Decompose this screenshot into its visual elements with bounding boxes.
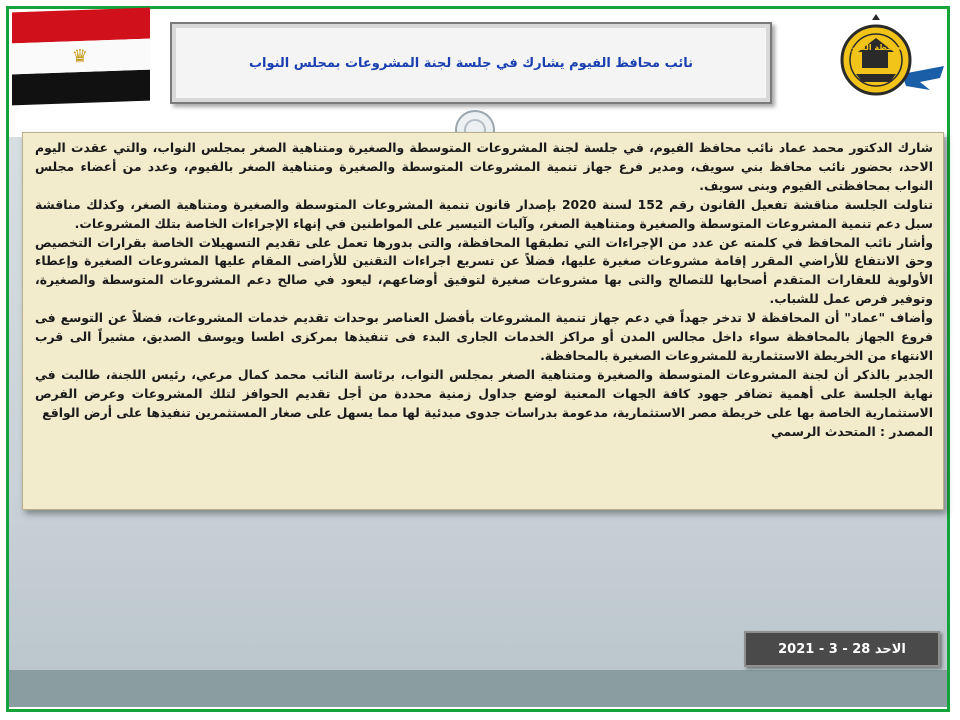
article-paragraph: تناولت الجلسة مناقشة تفعيل القانون رقم 152 لسنة 2020 بإصدار قانون تنمية المشروعات المتوسطة والصغيرة ومتناهية الصغر، وكذلك مناقشة سبل دعم تنمية المشروعات المتوسطة والصغيرة ومتناهية الصغر، وآليات التيسير على المواطنين في إنهاء الإجراءات الخاصة بتلك المشروعات.	[35, 196, 933, 231]
article-paragraph: شارك الدكتور محمد عماد نائب محافظ الفيوم، في جلسة لجنة المشروعات المتوسطة والصغيرة ومتناهية الصغر بمجلس النواب، والتي عقدت اليوم الاحد، بحضور نائب محافظ بني سويف، ومدير فرع جهاز تنمية المشروعات المتوسطة والصغيرة ومتناهية الصغر بالفيوم، وعدد من أعضاء مجلس النواب بمحافظتى الفيوم وبنى سويف.	[35, 140, 933, 193]
title-box	[170, 22, 772, 104]
egypt-flag-icon	[12, 8, 150, 105]
date-text: الاحد 28 - 3 - 2021	[778, 641, 906, 657]
flag-white-stripe	[12, 39, 150, 75]
logo-text: محافظة الفيوم	[845, 43, 907, 52]
flag-red-stripe	[12, 8, 150, 44]
eagle-icon: ♛	[71, 45, 89, 68]
article-source: المصدر : المتحدث الرسمي	[770, 423, 933, 439]
page-title: نائب محافظ الفيوم يشارك في جلسة لجنة المشروعات بمجلس النواب	[248, 55, 694, 71]
article-panel	[22, 132, 944, 510]
article-paragraph: وأشار نائب المحافظ في كلمته عن عدد من الإجراءات التي تطبقها المحافظة، والتى بدورها تعمل على تقديم التسهيلات الخاصة بقرارات التخصيص وحق الانتفاع للأراضي المقرر إقامة مشروعات صغيرة عليها، فضلاً عن تسريع اجراءات التقنين للأراضى المقام عليها المشروعات الصغيرة وإعطاء الأولوية للعقارات المتقدم أصحابها للتصالح والتى بها مشروعات صغيرة لتوفيق أوضاعهم، ليعود في صالح دعم المشروعات المتوسطة والصغيرة، وتوفير فرص عمل للشباب.	[35, 234, 933, 307]
article-paragraph: الجدير بالذكر أن لجنة المشروعات المتوسطة والصغيرة ومتناهية الصغر بمجلس النواب، برئاسة النائب محمد كمال مرعي، رئيس اللجنة، طالبت في نهاية الجلسة على أهمية تضافر جهود كافة الجهات المعنية لوضع جداول زمنية محددة من أجل تقديم الحوافز لتلك المشروعات وعرض الفرص الاستثمارية الخاصة بها على خريطة مصر الاستثمارية، مدعومة بدراسات جدوى مبدئية لها مما يسهل على صغار المستثمرين تنفيذها على أرض الواقع	[35, 366, 933, 420]
fayoum-governorate-logo-icon	[832, 12, 948, 110]
flag-black-stripe	[12, 70, 150, 106]
date-badge	[744, 631, 940, 667]
article-paragraph: وأضاف "عماد" أن المحافظة لا تدخر جهداً في دعم جهاز تنمية المشروعات بأفضل العناصر بوحدات تقديم خدمات المشروعات، فضلاً عن التوسع فى فروع الجهاز بالمحافظة سواء داخل مجالس المدن أو مراكز الخدمات الجارى البدء فى تنفيذها بمركزى اطسا ويوسف الصديق، مشيراً الى قرب الانتهاء من الخريطة الاستثمارية للمشروعات الصغيرة بالمحافظة.	[35, 310, 933, 363]
